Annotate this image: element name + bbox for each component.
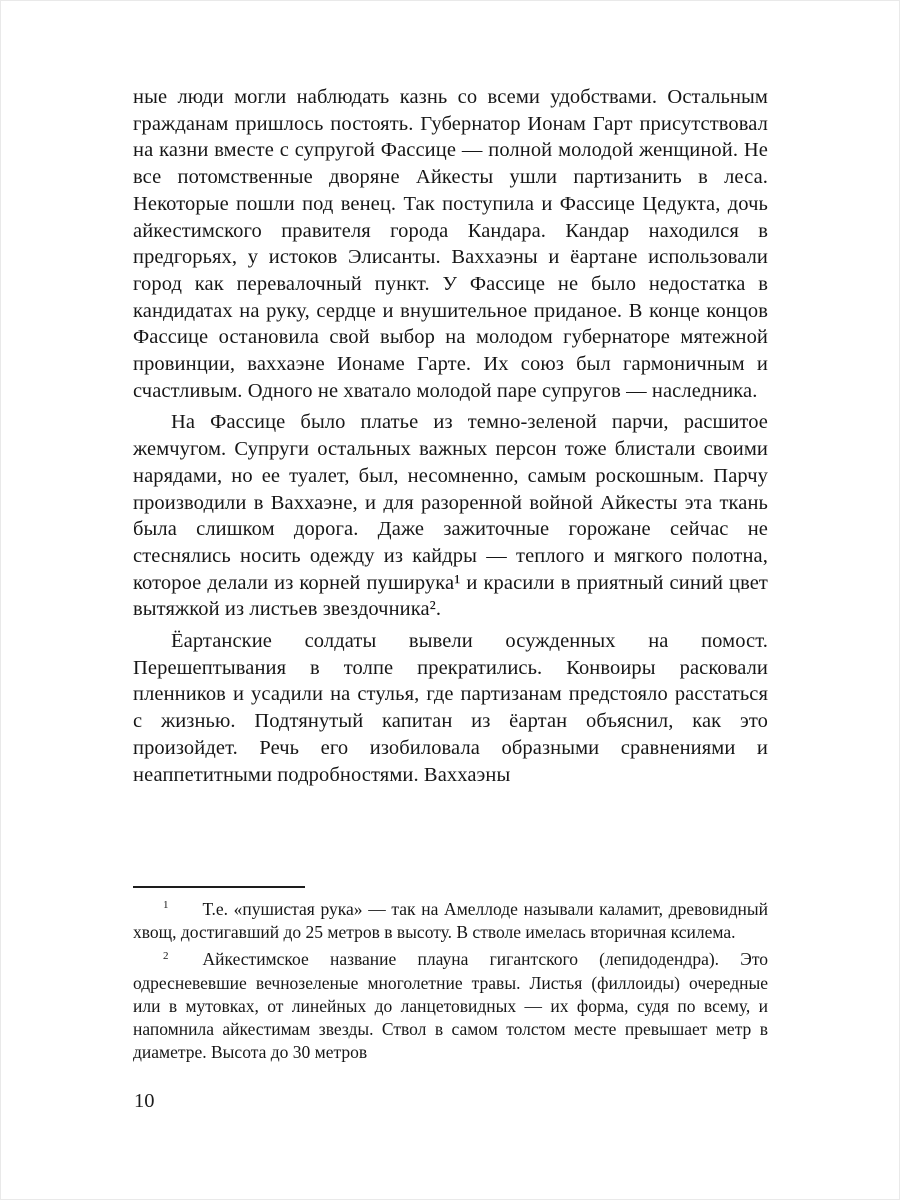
footnote-2-text: Айкестимское название плауна гигантского (лепидодендра). Это одресневевшие вечнозеленые многолетние травы. Листья (филлоиды) очередные или в мутовках, от линейных до ланцетовидных — их форма, судя по всему, и напомнила айкестимам звезды. Ствол в самом толстом месте превышает метр в диаметре. Высота до 30 метров <box>133 949 768 1063</box>
footnote-separator <box>133 886 305 888</box>
footnote-2 <box>133 948 768 1064</box>
footnotes-block <box>133 898 768 1064</box>
page-number: 10 <box>134 1090 155 1112</box>
body-text-block <box>133 84 768 788</box>
paragraph-1: ные люди могли наблюдать казнь со всеми удобствами. Остальным гражданам пришлось постоять. Губернатор Ионам Гарт присутствовал на казни вместе с супругой Фассице — полной молодой женщиной. Не все потомственные дворяне Айкесты ушли партизанить в леса. Некоторые пошли под венец. Так поступила и Фассице Цедукта, дочь айкестимского правителя города Кандара. Кандар находился в предгорьях, у истоков Элисанты. Ваххаэны и ёартане использовали город как перевалочный пункт. У Фассице не было недостатка в кандидатах на руку, сердце и внушительное приданое. В конце концов Фассице остановила свой выбор на молодом губернаторе мятежной провинции, ваххаэне Ионаме Гарте. Их союз был гармоничным и счастливым. Одного не хватало молодой паре супругов — наследника. <box>133 86 768 402</box>
paragraph-2: На Фассице было платье из темно-зеленой парчи, расшитое жемчугом. Супруги остальных важных персон тоже блистали своими нарядами, но ее туалет, был, несомненно, самым роскошным. Парчу производили в Ваххаэне, и для разоренной войной Айкесты эта ткань была слишком дорога. Даже зажиточные горожане сейчас не стеснялись носить одежду из кайдры — теплого и мягкого полотна, которое делали из корней пуширука¹ и красили в приятный синий цвет вытяжкой из листьев звездочника². <box>133 411 768 621</box>
footnote-2-marker: 2 <box>163 949 169 962</box>
footnote-1-marker: 1 <box>163 899 169 912</box>
footnote-1 <box>133 898 768 944</box>
paragraph-3: Ёартанские солдаты вывели осужденных на помост. Перешептывания в толпе прекратились. Конвоиры расковали пленников и усадили на стулья, где партизанам предстояло расстаться с жизнью. Подтянутый капитан из ёартан объяснил, как это произойдет. Речь его изобиловала образными сравнениями и неаппетитными подробностями. Ваххаэны <box>133 630 768 786</box>
footnote-1-text: Т.е. «пушистая рука» — так на Амеллоде называли каламит, древовидный хвощ, достигавший до 25 метров в высоту. В стволе имелась вторичная ксилема. <box>133 899 768 943</box>
